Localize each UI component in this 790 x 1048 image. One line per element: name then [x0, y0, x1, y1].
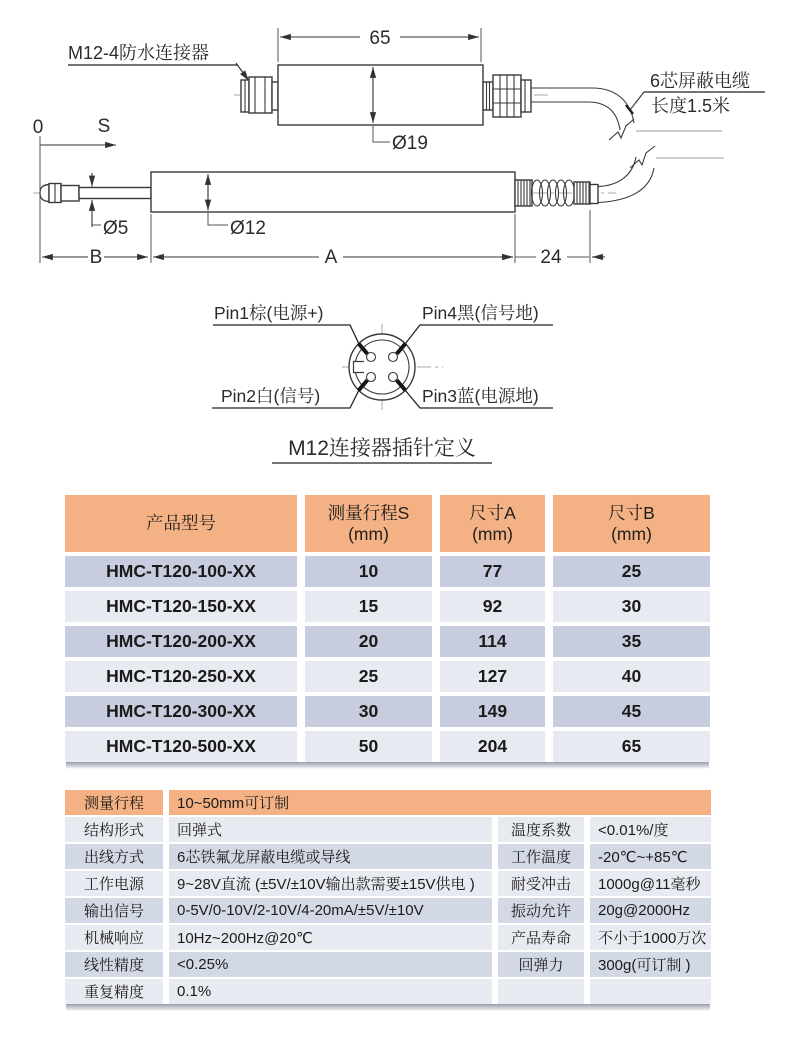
- cable-label-line1: 6芯屏蔽电缆: [650, 71, 751, 91]
- dimension-A: [153, 247, 513, 268]
- dimension-65: [278, 28, 481, 62]
- dim-65-label: 65: [369, 28, 391, 49]
- cell-stroke: 25: [305, 661, 432, 692]
- spec-value: 20g@2000Hz: [590, 898, 711, 923]
- pin-diagram-title: [272, 437, 492, 463]
- dia-19-label: Ø19: [392, 133, 428, 154]
- header-model: 产品型号: [65, 495, 297, 552]
- cell-dim-b: 30: [553, 591, 710, 622]
- dim-24-label: 24: [540, 247, 562, 268]
- cell-stroke: 10: [305, 556, 432, 587]
- pin1-label: Pin1棕(电源+): [214, 303, 324, 323]
- cell-model: HMC-T120-500-XX: [65, 731, 297, 762]
- spec-label: 结构形式: [65, 817, 163, 842]
- header-dim-b: 尺寸B (mm): [553, 495, 710, 552]
- pin-diagram: [0, 288, 790, 478]
- spec-value: <0.01%/度: [590, 817, 711, 842]
- spec-value: 回弹式: [169, 817, 492, 842]
- cell-model: HMC-T120-250-XX: [65, 661, 297, 692]
- cell-stroke: 20: [305, 626, 432, 657]
- cell-dim-a: 77: [440, 556, 545, 587]
- spec-table: [65, 790, 711, 1004]
- cable-gland: [483, 75, 531, 117]
- spec-label: 线性精度: [65, 952, 163, 977]
- spec-label: 工作温度: [498, 844, 584, 869]
- spec-label: 回弹力: [498, 952, 584, 977]
- cell-stroke: 15: [305, 591, 432, 622]
- spec-cell-empty: [590, 979, 711, 1004]
- cell-dim-a: 114: [440, 626, 545, 657]
- spec-value: 10Hz~200Hz@20℃: [169, 925, 492, 950]
- cable-label-line2: 长度1.5米: [651, 96, 731, 116]
- sensor-head: [241, 65, 483, 125]
- pin3-label: Pin3蓝(电源地): [422, 386, 539, 406]
- spec-value: 1000g@11毫秒: [590, 871, 711, 896]
- spec-label: 工作电源: [65, 871, 163, 896]
- cell-dim-a: 149: [440, 696, 545, 727]
- cell-dim-b: 40: [553, 661, 710, 692]
- origin-label: 0: [32, 117, 44, 138]
- cell-stroke: 30: [305, 696, 432, 727]
- spec-label: 振动允许: [498, 898, 584, 923]
- pin-diagram-title-text: M12连接器插针定义: [288, 437, 476, 460]
- spec-value: 10~50mm可订制: [169, 790, 711, 815]
- dimension-dia5: [92, 173, 128, 239]
- cell-dim-b: 45: [553, 696, 710, 727]
- dia-5-label: Ø5: [103, 218, 129, 239]
- spec-value: 300g(可订制 ): [590, 952, 711, 977]
- header-dim-a: 尺寸A (mm): [440, 495, 545, 552]
- cell-dim-b: 35: [553, 626, 710, 657]
- cell-model: HMC-T120-150-XX: [65, 591, 297, 622]
- spec-value: -20℃~+85℃: [590, 844, 711, 869]
- spring-strain-relief: [515, 180, 598, 206]
- spec-value: 0-5V/0-10V/2-10V/4-20mA/±5V/±10V: [169, 898, 492, 923]
- pin4-label: Pin4黑(信号地): [422, 303, 539, 323]
- cable-callout: [626, 71, 765, 116]
- dimension-B: [42, 247, 148, 268]
- probe-body: [40, 172, 515, 212]
- spec-cell-empty: [498, 979, 584, 1004]
- spec-label: 测量行程: [65, 790, 163, 815]
- spec-label: 耐受冲击: [498, 871, 584, 896]
- spec-label: 温度系数: [498, 817, 584, 842]
- spec-value: 6芯铁氟龙屏蔽电缆或导线: [169, 844, 492, 869]
- m12-connector-callout: [68, 43, 249, 81]
- dimension-24: [500, 247, 605, 268]
- product-table: [65, 495, 710, 762]
- lower-cable: [598, 146, 724, 203]
- cell-model: HMC-T120-300-XX: [65, 696, 297, 727]
- cell-dim-b: 65: [553, 731, 710, 762]
- dim-B-label: B: [89, 247, 103, 268]
- cell-model: HMC-T120-100-XX: [65, 556, 297, 587]
- cell-dim-b: 25: [553, 556, 710, 587]
- cell-dim-a: 92: [440, 591, 545, 622]
- cell-model: HMC-T120-200-XX: [65, 626, 297, 657]
- spec-label: 重复精度: [65, 979, 163, 1004]
- spec-label: 产品寿命: [498, 925, 584, 950]
- dim-A-label: A: [324, 247, 338, 268]
- cell-stroke: 50: [305, 731, 432, 762]
- stroke-axis: [33, 116, 116, 145]
- pin2-label: Pin2白(信号): [221, 386, 321, 406]
- technical-drawing: [0, 0, 790, 290]
- spec-label: 出线方式: [65, 844, 163, 869]
- spec-label: 输出信号: [65, 898, 163, 923]
- spec-value: 9~28V直流 (±5V/±10V输出款需要±15V供电 ): [169, 871, 492, 896]
- spec-value: 不小于1000万次: [590, 925, 711, 950]
- spec-value: 0.1%: [169, 979, 492, 1004]
- connector-label: M12-4防水连接器: [68, 43, 210, 63]
- header-stroke: 测量行程S (mm): [305, 495, 432, 552]
- stroke-label: S: [97, 116, 111, 137]
- dia-12-label: Ø12: [230, 218, 266, 239]
- spec-value: <0.25%: [169, 952, 492, 977]
- cell-dim-a: 204: [440, 731, 545, 762]
- cell-dim-a: 127: [440, 661, 545, 692]
- spec-label: 机械响应: [65, 925, 163, 950]
